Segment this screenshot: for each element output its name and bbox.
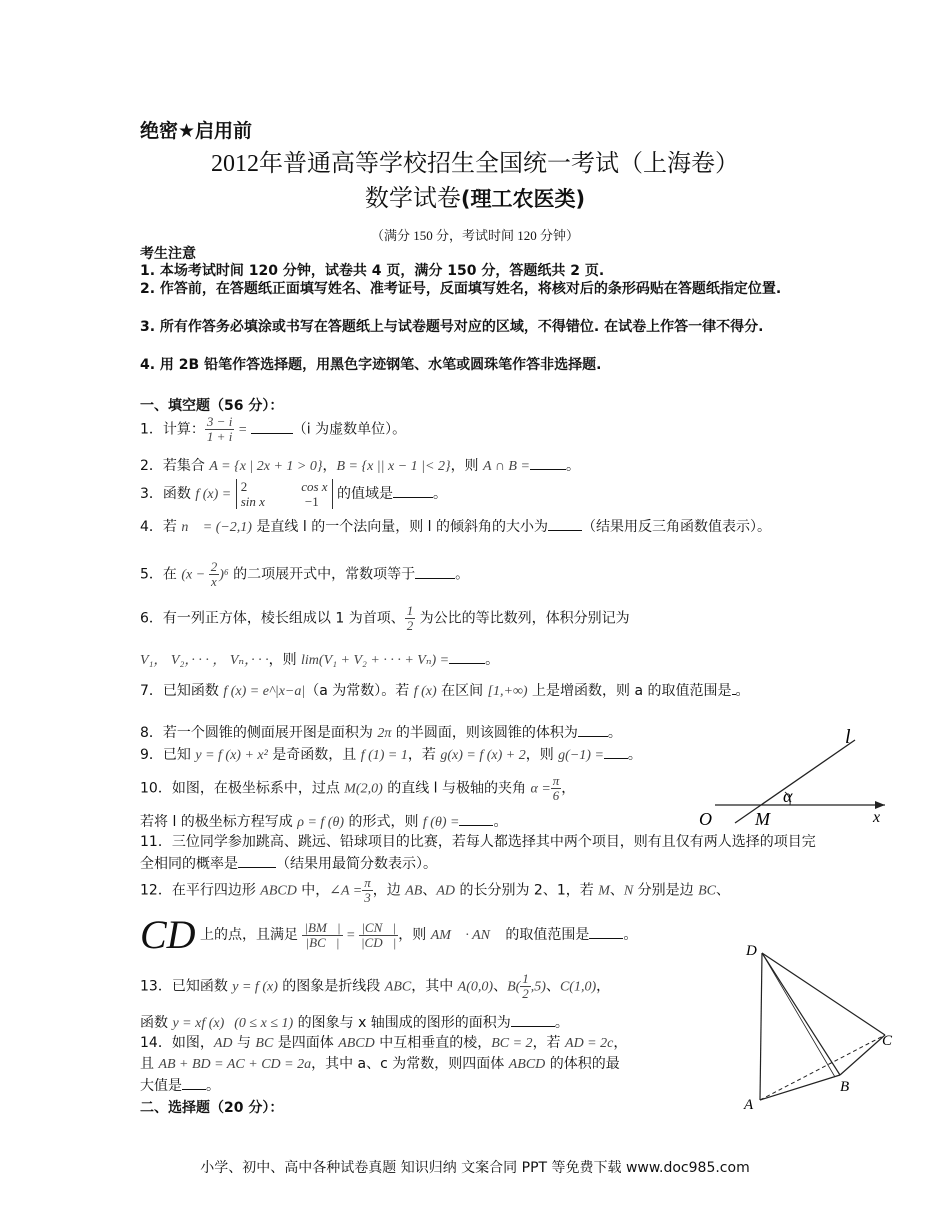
q9-expr2: f (1) = 1 — [360, 748, 408, 763]
question-14-line2 — [140, 1054, 680, 1075]
q8-text: 的半圆面，则该圆锥的体积为 — [391, 725, 578, 741]
q9-text3: ，则 — [525, 747, 559, 763]
q13-prefix: 13．已知函数 — [140, 978, 233, 995]
q4-suffix: （结果用反三角函数值表示）。 — [582, 519, 771, 535]
q13-domain: (0 ≤ x ≤ 1) — [234, 1016, 294, 1031]
q14-abcd: ABCD — [338, 1036, 375, 1051]
exam-subject-title — [0, 178, 950, 213]
q9-expr3: g(x) = f (x) + 2 — [440, 748, 526, 763]
det-cell: 2 — [240, 479, 248, 494]
label-D: D — [746, 943, 757, 959]
section-fill-blank-title: 一、填空题（56 分）： — [140, 398, 284, 414]
axis-arrow — [875, 801, 885, 809]
q12-cd-big: CD — [140, 912, 196, 957]
q14-ad-eq: AD = 2c — [565, 1036, 614, 1051]
q14-ad: AD — [213, 1036, 233, 1051]
answer-blank[interactable] — [449, 649, 485, 664]
q9-expr4: g(−1) = — [558, 748, 604, 763]
q13-line2-prefix: 函数 — [140, 1015, 173, 1031]
q10-line2-prefix: 若将 l 的极坐标方程写成 — [140, 814, 298, 830]
q14-abcd2: ABCD — [508, 1057, 546, 1072]
q12-ad: AD — [436, 883, 456, 899]
q12-suffix: 。 — [623, 927, 638, 943]
subject-name: 数学试卷 — [364, 186, 461, 212]
det-cell: cos x — [301, 479, 328, 494]
question-7 — [140, 680, 810, 702]
q13-abc: ABC — [384, 979, 412, 995]
question-1 — [140, 415, 820, 444]
q12-angle: ∠A = — [329, 883, 363, 899]
edge-BC — [840, 1035, 885, 1075]
q10-prefix: 10．如图，在极坐标系中，过点 — [140, 780, 345, 797]
q12-text4: 分别是边 — [633, 882, 699, 899]
q14-bc-eq: BC = 2 — [491, 1036, 533, 1051]
q12-sep: 、 — [422, 882, 437, 899]
question-14-line3 — [140, 1075, 680, 1097]
q2-sep: ， — [322, 458, 337, 474]
q6-numerator: 1 — [406, 603, 414, 618]
answer-blank[interactable] — [459, 811, 493, 826]
q12-text3: 的长分别为 2、1，若 — [455, 882, 599, 899]
q12-prefix: 12．在平行四边形 — [140, 882, 261, 899]
q13-text2: ，其中 — [411, 978, 458, 995]
q10-fraction — [551, 774, 562, 803]
notice-item: 3. 所有作答务必填涂或书写在答题纸上与试卷题号对应的区域，不得错位. 在试卷上作答一律不得分. — [140, 319, 764, 335]
q5-fraction — [209, 560, 220, 589]
answer-blank[interactable] — [511, 1012, 555, 1027]
q13-function2: y = xf (x) — [172, 1016, 225, 1031]
line-l — [735, 740, 855, 823]
q5-expr-right: )⁶ — [219, 567, 229, 583]
label-C: C — [882, 1033, 893, 1049]
q7-prefix: 7．已知函数 — [140, 683, 224, 699]
q12-ratio1-num: |BM⃗| — [304, 919, 341, 935]
q10-f-theta: f (θ) = — [422, 815, 460, 830]
answer-blank[interactable] — [393, 483, 433, 498]
q6-then: ，则 — [268, 652, 302, 668]
question-2 — [140, 455, 840, 477]
q8-area: 2π — [377, 726, 392, 741]
question-6-line2 — [140, 649, 830, 671]
q14-condition: AB + BD = AC + CD = 2a — [158, 1057, 312, 1072]
question-11 — [140, 832, 816, 875]
q13-fraction — [520, 972, 531, 1001]
q2-suffix: 。 — [565, 458, 580, 474]
q1-fraction — [205, 415, 234, 444]
notice-item: 4. 用 2B 铅笔作答选择题，用黑色字迹钢笔、水笔或圆珠笔作答非选择题. — [140, 357, 602, 373]
edge-AC-hidden — [760, 1035, 885, 1100]
q7-suffix: 。 — [735, 683, 750, 699]
label-alpha: α — [783, 786, 793, 806]
q12-ratio1-den: |BC⃗| — [305, 934, 340, 950]
q7-text2: 在区间 — [436, 683, 488, 699]
q2-set-b: B = {x || x − 1 |< 2} — [336, 459, 451, 474]
q12-text: 中， — [296, 882, 330, 899]
q12-bc: BC — [698, 883, 716, 899]
q1-prefix: 1．计算： — [140, 421, 205, 438]
question-6 — [140, 604, 830, 633]
label-O: O — [699, 809, 712, 829]
question-13-line2 — [140, 1012, 740, 1034]
q14-line2-text2: 的体积的最 — [545, 1056, 620, 1072]
edge-DB2 — [762, 953, 835, 1077]
q14-text: 与 — [232, 1035, 256, 1051]
q4-text: 是直线 l 的一个法向量，则 l 的倾斜角的大小为 — [251, 519, 548, 535]
q6-text: 为公比的等比数列，体积分别记为 — [415, 610, 630, 627]
label-l: l — [845, 726, 851, 748]
q9-expr1: y = f (x) + x² — [195, 748, 268, 763]
notice-title: 考生注意 — [140, 246, 196, 262]
answer-blank[interactable] — [548, 516, 582, 531]
q12-ab: AB — [405, 883, 423, 899]
q12-sep2: 、 — [716, 882, 730, 899]
q7-function: f (x) = e^|x−a| — [223, 684, 306, 699]
q1-denominator: 1 + i — [206, 429, 233, 444]
q9-text: 是奇函数，且 — [267, 747, 361, 763]
question-13: 13．已知函数 y = f (x) 的图象是折线段 ABC，其中 A(0,0)、B( $\frac{1}{2}$ ,5)、C(1,0)， — [140, 971, 611, 1001]
q2-intersection: A ∩ B = — [483, 459, 530, 474]
q3-determinant — [236, 479, 333, 509]
q14-comma: ， — [613, 1035, 628, 1051]
answer-blank[interactable] — [589, 924, 623, 939]
q9-suffix: 。 — [627, 747, 642, 763]
q12-n: N — [623, 883, 634, 899]
q6-limit: lim(V₁ + V₂ + · · · + Vₙ) = — [301, 653, 450, 668]
q4-vector: n⃗ = (−2,1) — [181, 520, 252, 535]
q3-text: 的值域是 — [332, 486, 393, 502]
q12-text2: ，边 — [372, 882, 406, 899]
q5-denominator: x — [211, 574, 217, 589]
q2-then: ，则 — [450, 458, 484, 474]
q8-prefix: 8．若一个圆锥的侧面展开图是面积为 — [140, 725, 378, 741]
subject-category: (理工农医类) — [460, 187, 586, 211]
q13-line2-text: 的图象与 x 轴围成的图形的面积为 — [293, 1015, 511, 1031]
question-3 — [140, 479, 840, 509]
q10-comma: ， — [561, 780, 576, 797]
q10-denominator: 6 — [552, 788, 560, 803]
q13-point-c: C(1,0) — [559, 979, 597, 995]
q6-volumes: V₁， V₂，· · · ， Vₙ，· · · — [140, 653, 269, 668]
q6-fraction — [405, 604, 416, 633]
q5-expr-left: (x − — [181, 567, 209, 583]
answer-blank[interactable] — [251, 419, 293, 434]
q12-m: M — [598, 883, 610, 899]
q12-ratio2 — [359, 921, 398, 950]
q12-dot-product: AM⃗ · AN⃗ — [430, 928, 501, 943]
q1-eq: = — [234, 422, 251, 438]
exam-title: 2012年普通高等学校招生全国统一考试（上海卷） — [211, 151, 739, 177]
answer-blank[interactable] — [530, 455, 566, 470]
q6-prefix: 6．有一列正方体，棱长组成以 1 为首项、 — [140, 610, 405, 627]
question-5 — [140, 560, 820, 589]
label-M: M — [755, 809, 770, 829]
det-cell: −1 — [304, 494, 319, 509]
q14-line2-text: ，其中 a、c 为常数，则四面体 — [311, 1056, 509, 1072]
answer-blank[interactable] — [578, 722, 608, 737]
answer-blank[interactable] — [182, 1075, 206, 1090]
q6-suffix: 。 — [485, 652, 500, 668]
q3-suffix: 。 — [433, 486, 447, 502]
q13-denominator: 2 — [522, 986, 529, 1001]
q9-text2: ，若 — [407, 747, 441, 763]
q2-set-a: A = {x | 2x + 1 > 0} — [209, 459, 323, 474]
q10-suffix: 。 — [493, 814, 508, 830]
q5-numerator: 2 — [210, 559, 218, 574]
answer-blank[interactable] — [604, 744, 628, 759]
edge-DC — [762, 953, 885, 1035]
answer-blank[interactable] — [415, 564, 455, 579]
q14-suffix: 。 — [206, 1078, 220, 1094]
q14-text2: 是四面体 — [273, 1035, 339, 1051]
q8-suffix: 。 — [607, 725, 622, 741]
question-12-line2: CD 上的点，且满足 $\frac{|BM⃗|}{|BC⃗|}$ = $\frac{|CN⃗|}{|CD⃗|}$ ，则 AM⃗ · AN⃗ 的取值范围是 。 — [140, 912, 638, 957]
answer-blank[interactable] — [238, 853, 276, 868]
q5-prefix: 5．在 — [140, 566, 182, 583]
q12-ratio2-num: |CN⃗| — [359, 921, 398, 936]
question-10-line2 — [140, 811, 660, 833]
section-choice-title: 二、选择题（20 分）： — [140, 1100, 284, 1116]
q13-point-b-end: ,5) — [530, 979, 546, 995]
q10-angle: α = — [530, 781, 551, 797]
figure-tetrahedron — [740, 935, 910, 1115]
q10-polar-eq: ρ = f (θ) — [297, 815, 345, 830]
q9-prefix: 9．已知 — [140, 747, 196, 763]
q3-prefix: 3．函数 — [140, 486, 196, 502]
label-B: B — [840, 1079, 850, 1095]
question-14 — [140, 1033, 680, 1054]
q13-point-b-start: B( — [507, 979, 521, 995]
figure-polar-line — [695, 725, 895, 830]
q1-suffix: （i 为虚数单位）。 — [292, 421, 407, 438]
question-10 — [140, 774, 660, 803]
exam-info: （满分 150 分，考试时间 120 分钟） — [370, 228, 579, 243]
q6-denominator: 2 — [406, 618, 414, 633]
q12-ratio2-den: |CD⃗| — [360, 934, 397, 950]
q5-suffix: 。 — [455, 566, 470, 583]
q5-text: 的二项展开式中，常数项等于 — [228, 566, 416, 583]
label-A: A — [744, 1097, 754, 1113]
q13-point-a: A(0,0) — [457, 979, 494, 995]
q10-numerator: π — [552, 773, 560, 788]
q1-numerator: 3 − i — [206, 414, 233, 429]
q14-line2-prefix: 且 — [140, 1056, 159, 1072]
q12-ratio1 — [302, 921, 342, 950]
q12-denominator: 3 — [364, 890, 371, 905]
label-x: x — [873, 809, 881, 826]
notice-item: 2. 作答前，在答题纸正面填写姓名、准考证号，反面填写姓名，将核对后的条形码贴在答题纸指定位置. — [140, 281, 782, 297]
footer-ad: 小学、初中、高中各种试卷真题 知识归纳 文案合同 PPT 等免费下载 www.doc985.com — [200, 1160, 750, 1176]
q13-suffix: 。 — [554, 1015, 569, 1031]
q7-interval: [1,+∞) — [487, 684, 528, 699]
question-12: 12．在平行四边形 ABCD 中，∠A = $\frac{\pi}{3}$ ，边 AB、AD 的长分别为 2、1，若 M、N 分别是边 BC、 — [140, 875, 730, 905]
det-cell: sin x — [240, 494, 265, 509]
notice-item: 1. 本场考试时间 120 分钟，试卷共 4 页，满分 150 分，答题纸共 2 页. — [140, 263, 605, 279]
q12-abcd: ABCD — [260, 883, 297, 899]
q12-numerator: π — [364, 875, 371, 890]
q12-line2-text: ，则 — [398, 927, 431, 943]
q2-prefix: 2．若集合 — [140, 458, 210, 474]
q12-fraction — [362, 876, 373, 905]
edge-DA — [760, 953, 762, 1100]
q14-text3: 中互相垂直的棱， — [374, 1035, 492, 1051]
q7-fx: f (x) — [413, 684, 437, 699]
q11-text: 11．三位同学参加跳高、跳远、铅球项目的比赛，若每人都选择其中两个项目，则有且仅有两人选择的项目完全相同的概率是 — [140, 834, 816, 872]
q12-line2-text2: 的取值范围是 — [500, 927, 590, 943]
q3-function: f (x) = — [195, 487, 232, 502]
secret-label: 绝密★启用前 — [140, 120, 253, 142]
edge-DB — [762, 953, 840, 1075]
question-4 — [140, 516, 820, 538]
q10-text: 的直线 l 与极轴的夹角 — [382, 780, 531, 797]
q14-line3-text: 大值是 — [140, 1078, 182, 1094]
q14-prefix: 14．如图， — [140, 1035, 214, 1051]
q13-text: 的图象是折线段 — [277, 978, 385, 995]
q14-bc: BC — [255, 1036, 274, 1051]
q7-text: （a 为常数）。若 — [305, 683, 414, 699]
q4-prefix: 4．若 — [140, 519, 182, 535]
q13-numerator: 1 — [522, 971, 529, 986]
q13-function: y = f (x) — [232, 979, 278, 995]
q10-line2-text: 的形式，则 — [344, 814, 423, 830]
q14-text4: ，若 — [532, 1035, 566, 1051]
q12-line2-prefix: 上的点，且满足 — [195, 927, 303, 943]
q10-point: M(2,0) — [344, 781, 383, 797]
q11-suffix: （结果用最简分数表示）。 — [276, 856, 437, 872]
q7-text3: 上是增函数，则 a 的取值范围是 — [527, 683, 732, 699]
